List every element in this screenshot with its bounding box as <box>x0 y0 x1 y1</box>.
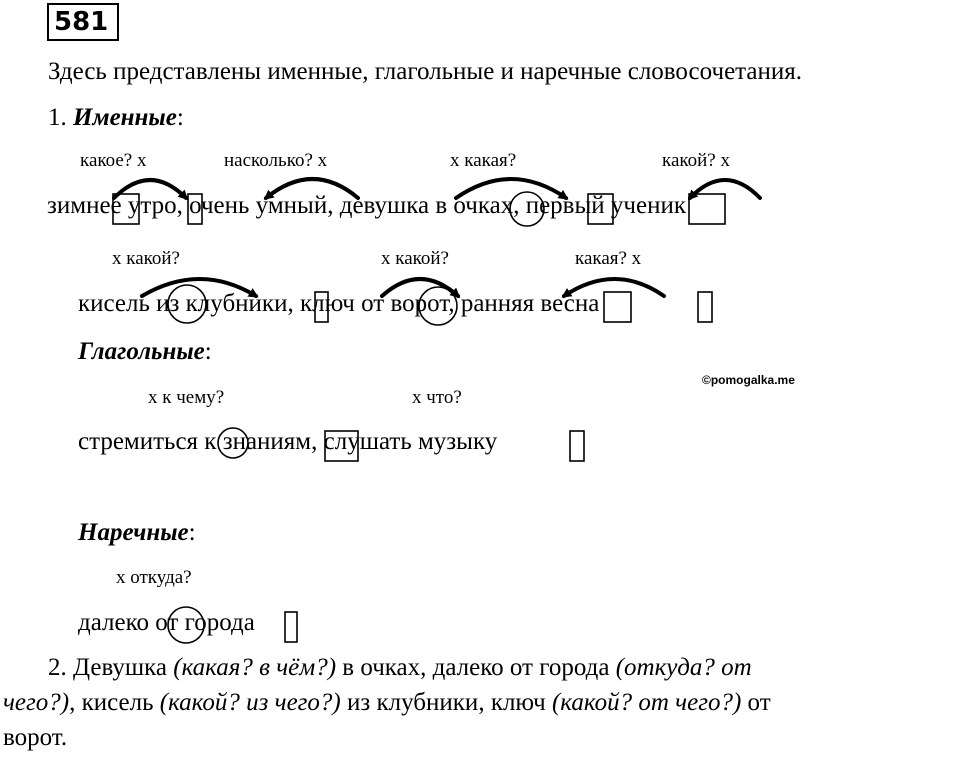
verbal-phrases: стремиться к знаниям, слушать музыку <box>78 428 498 455</box>
ending-box <box>604 292 631 322</box>
dependency-arrow <box>690 180 760 198</box>
section-1-heading <box>48 104 184 132</box>
verbal-title: Глагольные <box>78 338 205 365</box>
question-label: х какой? <box>381 248 449 269</box>
italic-question: (какой? от чего?) <box>551 689 742 716</box>
adverbial-title: Наречные <box>78 519 189 546</box>
italic-question: чего?) <box>3 689 70 716</box>
section-2-paragraph <box>0 650 958 755</box>
question-label: х к чему? <box>148 387 225 408</box>
question-label: какая? х <box>575 248 642 269</box>
nominal-phrases-row-2: кисель из клубники, ключ от ворот, ранняя весна <box>78 290 600 317</box>
italic-question: (откуда? от <box>615 654 752 681</box>
nominal-phrases-row-1: зимнее утро, очень умный, девушка в очках, первый ученик <box>47 192 686 219</box>
text-run: 2. Девушка <box>48 654 174 681</box>
paragraph-line <box>0 685 958 720</box>
adverbial-phrase: далеко от города <box>78 609 255 636</box>
exercise-number: 581 <box>47 3 119 41</box>
watermark: ©pomogalka.me <box>702 373 795 387</box>
section-1-prefix: 1. <box>48 104 73 131</box>
question-label: какое? х <box>80 150 147 171</box>
text-run: от <box>741 689 771 716</box>
text-run: из клубники, ключ <box>340 689 552 716</box>
question-label: х откуда? <box>116 567 192 588</box>
ending-box <box>570 431 584 461</box>
section-1-colon: : <box>176 104 184 131</box>
question-label: х какая? <box>450 150 517 171</box>
question-label: х какой? <box>112 248 180 269</box>
italic-question: (какая? в чём?) <box>173 654 337 681</box>
ending-box <box>698 292 712 322</box>
paragraph-line <box>0 650 958 685</box>
italic-question: (какой? из чего?) <box>159 689 341 716</box>
verbal-colon: : <box>204 338 212 365</box>
text-run: ворот. <box>3 724 68 751</box>
intro-text: Здесь представлены именные, глагольные и наречные словосочетания. <box>48 58 803 85</box>
verbal-heading <box>78 338 212 366</box>
ending-box <box>689 194 725 224</box>
adverbial-heading <box>78 519 196 547</box>
question-label: какой? х <box>662 150 730 171</box>
text-run: в очках, далеко от города <box>336 654 616 681</box>
ending-box <box>285 612 297 642</box>
paragraph-line <box>0 720 958 755</box>
question-label: насколько? х <box>224 150 328 171</box>
adverbial-colon: : <box>188 519 196 546</box>
text-run: , кисель <box>69 689 160 716</box>
section-1-title: Именные <box>73 104 177 131</box>
question-label: х что? <box>412 387 462 408</box>
